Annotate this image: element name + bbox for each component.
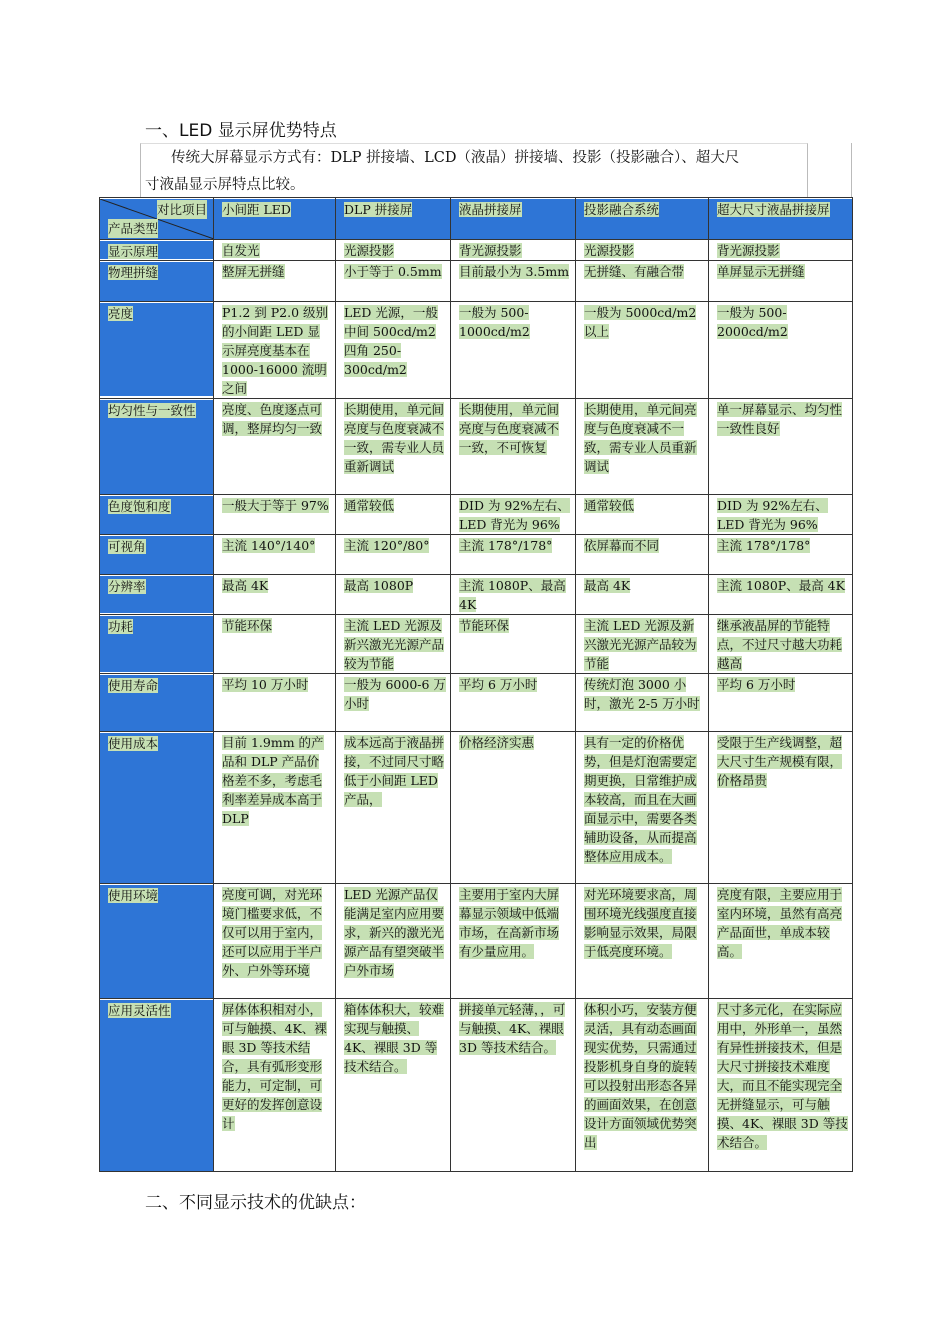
table-cell-text: 一般为 500-1000cd/m2: [459, 305, 530, 339]
table-cell-text: 最高 4K: [584, 578, 631, 593]
comparison-table: [99, 197, 853, 1172]
table-cell-text: 整屏无拼缝: [222, 264, 285, 279]
table-cell: [336, 732, 451, 884]
row-header-label: 使用寿命: [108, 678, 159, 693]
table-cell: [214, 535, 336, 575]
intro-line-1: 传统大屏幕显示方式有：DLP 拼接墙、LCD（液晶）拼接墙、投影（投影融合）、超大尺: [171, 150, 740, 166]
table-row: [100, 302, 853, 399]
row-header: [100, 535, 214, 575]
table-cell: [214, 732, 336, 884]
table-row: [100, 884, 853, 999]
table-cell-text: 目前 1.9mm 的产品和 DLP 产品价格差不多，考虑毛利率差异成本高于 DLP: [222, 735, 324, 826]
table-cell-text: 一般为 5000cd/m2 以上: [584, 305, 697, 339]
row-header-label: 亮度: [108, 306, 134, 321]
table-cell: [336, 999, 451, 1172]
table-cell-text: DID 为 92%左右、LED 背光为 96%: [459, 498, 570, 532]
row-header: [100, 575, 214, 615]
table-cell: [336, 884, 451, 999]
table-cell-text: 依屏幕而不同: [584, 538, 660, 553]
table-cell: [214, 615, 336, 674]
table-cell: [336, 261, 451, 302]
table-cell-text: 体积小巧，安装方便灵活，具有动态画面现实优势，只需通过投影机身自身的旋转可以投射出形态各异的画面效果，在创意设计方面领域优势突出: [584, 1002, 697, 1150]
table-cell-text: 亮度、色度逐点可调，整屏均匀一致: [222, 402, 323, 436]
table-cell-text: LED 光源产品仅能满足室内应用要求，新兴的激光光源产品有望突破半户外市场: [344, 887, 445, 978]
table-cell-text: 亮度可调，对光环境门槛要求低，不仅可以用于室内，还可以应用于半户外、户外等环境: [222, 887, 323, 978]
table-cell-text: 目前最小为 3.5mm: [459, 264, 570, 279]
column-header: [709, 198, 853, 240]
row-header: [100, 399, 214, 495]
table-cell-text: 平均 6 万小时: [717, 677, 796, 692]
column-header: [576, 198, 709, 240]
table-cell-text: 长期使用，单元间亮度与色度衰减不一致，需专业人员重新调试: [584, 402, 697, 474]
table-cell: [214, 495, 336, 535]
row-header: [100, 732, 214, 884]
column-header-label: 小间距 LED: [222, 202, 291, 217]
table-cell: [214, 575, 336, 615]
table-cell: [451, 732, 576, 884]
table-row: [100, 399, 853, 495]
table-cell: [576, 495, 709, 535]
table-cell: [709, 884, 853, 999]
table-cell: [709, 535, 853, 575]
column-header-label: 超大尺寸液晶拼接屏: [717, 202, 830, 217]
table-cell: [336, 495, 451, 535]
table-cell-text: 小于等于 0.5mm: [344, 264, 442, 279]
table-cell-text: 平均 6 万小时: [459, 677, 538, 692]
column-header: [451, 198, 576, 240]
table-cell: [451, 615, 576, 674]
table-cell-text: 成本远高于液晶拼接，不过同尺寸略低于小间距 LED 产品，: [344, 735, 445, 807]
table-cell: [451, 495, 576, 535]
table-cell: [576, 615, 709, 674]
table-cell: [451, 399, 576, 495]
table-cell-text: 主流 1080P、最高 4K: [717, 578, 845, 593]
row-header-label: 功耗: [108, 619, 134, 634]
table-cell: [336, 535, 451, 575]
table-cell: [709, 240, 853, 261]
table-cell: [451, 535, 576, 575]
table-cell: [576, 575, 709, 615]
table-cell-text: 通常较低: [584, 498, 635, 513]
table-cell-text: 亮度有限，主要应用于室内环境，虽然有高亮产品面世，单成本较高。: [717, 887, 843, 959]
table-cell: [214, 240, 336, 261]
table-cell: [709, 615, 853, 674]
table-cell-text: 箱体体积大，较难实现与触摸、4K、裸眼 3D 等技术结合。: [344, 1002, 445, 1074]
table-cell: [451, 999, 576, 1172]
table-cell-text: 主流 140°/140°: [222, 538, 316, 553]
table-cell-text: 具有一定的价格优势，但是灯泡需要定期更换，日常维护成本较高，而且在大画面显示中，需要各类辅助设备，从而提高整体应用成本。: [584, 735, 697, 864]
table-cell: [576, 732, 709, 884]
table-cell-text: 背光源投影: [459, 243, 522, 258]
table-cell-text: 单屏显示无拼缝: [717, 264, 805, 279]
table-cell-text: DID 为 92%左右、LED 背光为 96%: [717, 498, 828, 532]
table-cell: [336, 575, 451, 615]
intro-paragraph: [140, 143, 808, 197]
row-header-label: 均匀性与一致性: [108, 403, 196, 418]
table-row: [100, 261, 853, 302]
table-cell: [576, 399, 709, 495]
row-header-label: 分辨率: [108, 579, 146, 594]
row-header-label: 可视角: [108, 539, 146, 554]
table-cell: [709, 732, 853, 884]
table-row: [100, 674, 853, 732]
table-cell-text: 价格经济实惠: [459, 735, 535, 750]
row-header-label: 显示原理: [108, 244, 159, 259]
row-header-label: 使用环境: [108, 888, 159, 903]
table-header-row: [100, 198, 853, 240]
table-cell-text: 通常较低: [344, 498, 395, 513]
table-cell: [709, 495, 853, 535]
table-cell-text: 尺寸多元化，在实际应用中，外形单一，虽然有异性拼接技术，但是大尺寸拼接技术难度大，而且不能实现完全无拼缝显示，可与触摸、4K、裸眼 3D 等技术结合。: [717, 1002, 848, 1150]
table-cell-text: 光源投影: [344, 243, 395, 258]
table-cell: [336, 240, 451, 261]
table-cell: [709, 261, 853, 302]
table-cell: [451, 261, 576, 302]
table-cell-text: 拼接单元轻薄，，可与触摸、4K、裸眼 3D 等技术结合。: [459, 1002, 566, 1055]
table-cell-text: 最高 1080P: [344, 578, 414, 593]
column-header: [336, 198, 451, 240]
table-cell-text: 节能环保: [459, 618, 510, 633]
corner-cell: [100, 198, 214, 240]
row-header-label: 色度饱和度: [108, 499, 171, 514]
table-cell: [214, 674, 336, 732]
row-header: [100, 240, 214, 261]
row-header: [100, 495, 214, 535]
table-cell-text: 屏体体积相对小，可与触摸、4K、裸眼 3D 等技术结合，具有弧形变形能力，可定制，可更好的发挥创意设计: [222, 1002, 327, 1131]
table-cell: [576, 302, 709, 399]
row-header: [100, 674, 214, 732]
intro-line-2: 寸液晶显示屏特点比较。: [145, 177, 305, 193]
table-cell: [451, 240, 576, 261]
table-cell-text: 受限于生产线调整，超大尺寸生产规模有限，价格昂贵: [717, 735, 843, 788]
table-cell-text: 无拼缝、有融合带: [584, 264, 685, 279]
table-cell: [336, 302, 451, 399]
table-cell-text: 主流 120°/80°: [344, 538, 430, 553]
table-row: [100, 732, 853, 884]
table-cell-text: 平均 10 万小时: [222, 677, 309, 692]
corner-label-top: 对比项目: [156, 202, 207, 217]
table-cell-text: 光源投影: [584, 243, 635, 258]
table-cell: [576, 674, 709, 732]
table-cell-text: 长期使用，单元间亮度与色度衰减不一致，需专业人员重新调试: [344, 402, 445, 474]
table-row: [100, 615, 853, 674]
table-cell-text: 对光环境要求高，周围环境光线强度直接影响显示效果，局限于低亮度环境。: [584, 887, 697, 959]
corner-label-bottom: 产品类型: [108, 221, 159, 236]
table-cell: [709, 575, 853, 615]
table-cell: [451, 302, 576, 399]
table-row: [100, 575, 853, 615]
table-cell: [214, 999, 336, 1172]
table-cell-text: 主流 178°/178°: [717, 538, 811, 553]
table-row: [100, 535, 853, 575]
row-header-label: 物理拼缝: [108, 265, 159, 280]
table-cell-text: 主流 178°/178°: [459, 538, 553, 553]
column-header-label: 液晶拼接屏: [459, 202, 522, 217]
table-cell: [451, 674, 576, 732]
table-cell: [214, 884, 336, 999]
table-cell-text: 一般为 6000-6 万小时: [344, 677, 446, 711]
section-heading-1: 一、LED 显示屏优势特点: [145, 121, 337, 141]
row-header: [100, 261, 214, 302]
row-header: [100, 302, 214, 399]
table-cell-text: 继承液晶屏的节能特点，不过尺寸越大功耗越高: [717, 618, 843, 671]
section-heading-2: 二、不同显示技术的优缺点：: [145, 1193, 366, 1213]
table-cell-text: 主流 LED 光源及新兴激光光源产品较为节能: [584, 618, 697, 671]
table-cell: [576, 240, 709, 261]
column-header-label: DLP 拼接屏: [344, 202, 413, 217]
table-row: [100, 495, 853, 535]
table-cell-text: 最高 4K: [222, 578, 269, 593]
table-cell: [214, 261, 336, 302]
table-cell-text: 长期使用，单元间亮度与色度衰减不一致，不可恢复: [459, 402, 560, 455]
table-cell-text: 主流 1080P、最高 4K: [459, 578, 566, 612]
table-cell-text: 一般大于等于 97%: [222, 498, 329, 513]
table-cell: [336, 615, 451, 674]
comparison-table-body: [100, 198, 853, 1172]
table-cell: [451, 575, 576, 615]
column-header-label: 投影融合系统: [584, 202, 660, 217]
table-cell: [576, 884, 709, 999]
table-cell-text: 主要用于室内大屏幕显示领域中低端市场，在高新市场有少量应用。: [459, 887, 560, 959]
row-header: [100, 615, 214, 674]
table-cell: [451, 884, 576, 999]
table-cell: [214, 302, 336, 399]
table-cell: [576, 535, 709, 575]
table-cell-text: 主流 LED 光源及新兴激光光源产品较为节能: [344, 618, 445, 671]
row-header: [100, 999, 214, 1172]
row-header-label: 使用成本: [108, 736, 159, 751]
table-cell-text: 节能环保: [222, 618, 273, 633]
table-cell: [576, 261, 709, 302]
table-cell-text: 自发光: [222, 243, 260, 258]
table-cell: [709, 999, 853, 1172]
table-row: [100, 999, 853, 1172]
table-cell: [336, 399, 451, 495]
table-cell-text: 传统灯泡 3000 小时，激光 2-5 万小时: [584, 677, 700, 711]
table-cell: [214, 399, 336, 495]
table-cell: [709, 399, 853, 495]
row-header: [100, 884, 214, 999]
table-cell: [709, 302, 853, 399]
table-cell: [336, 674, 451, 732]
row-header-label: 应用灵活性: [108, 1003, 171, 1018]
column-header: [214, 198, 336, 240]
table-cell-text: 背光源投影: [717, 243, 780, 258]
table-row: [100, 240, 853, 261]
table-cell: [576, 999, 709, 1172]
table-cell: [709, 674, 853, 732]
intro-border: [851, 143, 852, 197]
table-cell-text: P1.2 到 P2.0 级别的小间距 LED 显示屏亮度基本在 1000-16000 流明之间: [222, 305, 328, 396]
table-cell-text: 单一屏幕显示、均匀性一致性良好: [717, 402, 843, 436]
table-cell-text: 一般为 500-2000cd/m2: [717, 305, 788, 339]
table-cell-text: LED 光源，一般中间 500cd/m2 四角 250-300cd/m2: [344, 305, 438, 377]
